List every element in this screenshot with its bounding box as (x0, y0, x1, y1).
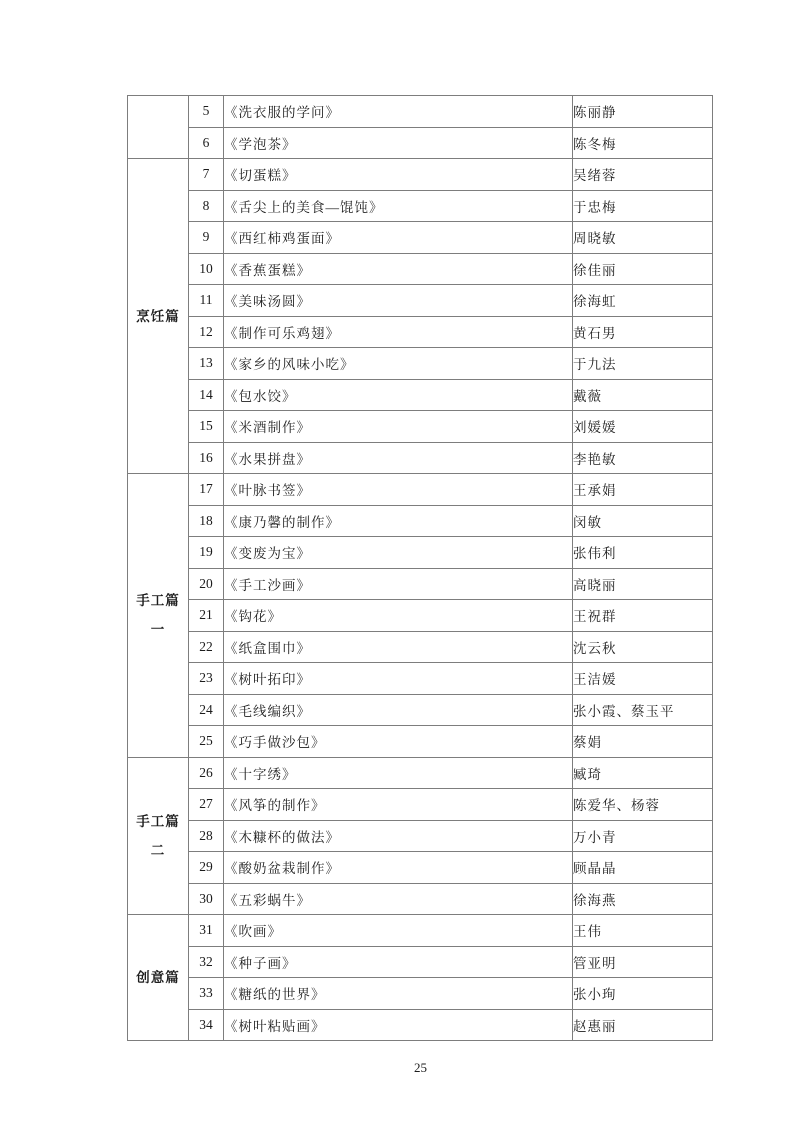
title-cell: 《水果拼盘》 (224, 442, 573, 474)
author-cell: 张小霞、蔡玉平 (573, 694, 713, 726)
table-row (128, 348, 713, 380)
row-number-cell: 25 (189, 726, 224, 758)
table-row (128, 852, 713, 884)
table-row (128, 474, 713, 506)
row-number-cell: 19 (189, 537, 224, 569)
row-number-cell: 21 (189, 600, 224, 632)
table-row (128, 442, 713, 474)
category-cell (128, 474, 189, 758)
row-number-cell: 20 (189, 568, 224, 600)
title-cell: 《变废为宝》 (224, 537, 573, 569)
table-row (128, 978, 713, 1010)
row-number-cell: 34 (189, 1009, 224, 1041)
author-cell: 王祝群 (573, 600, 713, 632)
row-number-cell: 15 (189, 411, 224, 443)
author-cell: 吴绪蓉 (573, 159, 713, 191)
title-cell: 《毛线编织》 (224, 694, 573, 726)
category-cell (128, 757, 189, 915)
author-cell: 管亚明 (573, 946, 713, 978)
category-label: 手工篇 (136, 813, 180, 829)
title-cell: 《切蛋糕》 (224, 159, 573, 191)
author-cell: 陈冬梅 (573, 127, 713, 159)
title-cell: 《钩花》 (224, 600, 573, 632)
row-number-cell: 31 (189, 915, 224, 947)
table-row (128, 222, 713, 254)
title-cell: 《树叶拓印》 (224, 663, 573, 695)
title-cell: 《风筝的制作》 (224, 789, 573, 821)
author-cell: 周晓敏 (573, 222, 713, 254)
table-row (128, 285, 713, 317)
row-number-cell: 7 (189, 159, 224, 191)
award-table (127, 95, 713, 1041)
title-cell: 《叶脉书签》 (224, 474, 573, 506)
title-cell: 《洗衣服的学问》 (224, 96, 573, 128)
table-row (128, 600, 713, 632)
table-row (128, 190, 713, 222)
title-cell: 《康乃馨的制作》 (224, 505, 573, 537)
category-cell (128, 96, 189, 159)
table-row (128, 568, 713, 600)
page-number: 25 (414, 1060, 427, 1075)
table-row (128, 883, 713, 915)
table-row (128, 505, 713, 537)
row-number-cell: 26 (189, 757, 224, 789)
table-row (128, 1009, 713, 1041)
row-number-cell: 30 (189, 883, 224, 915)
award-table-body (128, 96, 713, 1041)
author-cell: 徐海虹 (573, 285, 713, 317)
title-cell: 《酸奶盆栽制作》 (224, 852, 573, 884)
title-cell: 《五彩蜗牛》 (224, 883, 573, 915)
title-cell: 《纸盒围巾》 (224, 631, 573, 663)
row-number-cell: 18 (189, 505, 224, 537)
row-number-cell: 14 (189, 379, 224, 411)
category-label: 二 (150, 842, 166, 858)
row-number-cell: 23 (189, 663, 224, 695)
author-cell: 王洁媛 (573, 663, 713, 695)
title-cell: 《学泡茶》 (224, 127, 573, 159)
row-number-cell: 32 (189, 946, 224, 978)
author-cell: 高晓丽 (573, 568, 713, 600)
title-cell: 《树叶粘贴画》 (224, 1009, 573, 1041)
table-row (128, 726, 713, 758)
row-number-cell: 5 (189, 96, 224, 128)
title-cell: 《糖纸的世界》 (224, 978, 573, 1010)
author-cell: 李艳敏 (573, 442, 713, 474)
table-row (128, 663, 713, 695)
table-row (128, 379, 713, 411)
author-cell: 臧琦 (573, 757, 713, 789)
table-row (128, 411, 713, 443)
row-number-cell: 11 (189, 285, 224, 317)
author-cell: 张伟利 (573, 537, 713, 569)
author-cell: 蔡娟 (573, 726, 713, 758)
author-cell: 黄石男 (573, 316, 713, 348)
table-row (128, 537, 713, 569)
title-cell: 《吹画》 (224, 915, 573, 947)
category-cell (128, 159, 189, 474)
title-cell: 《包水饺》 (224, 379, 573, 411)
table-row (128, 820, 713, 852)
row-number-cell: 10 (189, 253, 224, 285)
row-number-cell: 16 (189, 442, 224, 474)
author-cell: 王承娟 (573, 474, 713, 506)
row-number-cell: 17 (189, 474, 224, 506)
table-row (128, 316, 713, 348)
author-cell: 于九法 (573, 348, 713, 380)
table-row (128, 946, 713, 978)
author-cell: 陈丽静 (573, 96, 713, 128)
author-cell: 闵敏 (573, 505, 713, 537)
category-label: 创意篇 (136, 970, 180, 985)
row-number-cell: 28 (189, 820, 224, 852)
table-row (128, 127, 713, 159)
author-cell: 赵惠丽 (573, 1009, 713, 1041)
row-number-cell: 9 (189, 222, 224, 254)
row-number-cell: 8 (189, 190, 224, 222)
author-cell: 万小青 (573, 820, 713, 852)
category-label: 一 (150, 622, 166, 638)
author-cell: 张小珣 (573, 978, 713, 1010)
author-cell: 陈爱华、杨蓉 (573, 789, 713, 821)
title-cell: 《美味汤圆》 (224, 285, 573, 317)
title-cell: 《十字绣》 (224, 757, 573, 789)
category-label: 手工篇 (136, 593, 180, 609)
author-cell: 于忠梅 (573, 190, 713, 222)
row-number-cell: 13 (189, 348, 224, 380)
table-row (128, 159, 713, 191)
author-cell: 王伟 (573, 915, 713, 947)
author-cell: 戴薇 (573, 379, 713, 411)
row-number-cell: 29 (189, 852, 224, 884)
title-cell: 《巧手做沙包》 (224, 726, 573, 758)
table-row (128, 789, 713, 821)
title-cell: 《木糠杯的做法》 (224, 820, 573, 852)
author-cell: 徐海燕 (573, 883, 713, 915)
row-number-cell: 6 (189, 127, 224, 159)
title-cell: 《米酒制作》 (224, 411, 573, 443)
row-number-cell: 22 (189, 631, 224, 663)
title-cell: 《制作可乐鸡翅》 (224, 316, 573, 348)
row-number-cell: 12 (189, 316, 224, 348)
row-number-cell: 33 (189, 978, 224, 1010)
title-cell: 《种子画》 (224, 946, 573, 978)
title-cell: 《香蕉蛋糕》 (224, 253, 573, 285)
category-label: 烹饪篇 (136, 308, 180, 324)
title-cell: 《舌尖上的美食—馄饨》 (224, 190, 573, 222)
author-cell: 顾晶晶 (573, 852, 713, 884)
table-row (128, 915, 713, 947)
author-cell: 刘媛媛 (573, 411, 713, 443)
title-cell: 《家乡的风味小吃》 (224, 348, 573, 380)
title-cell: 《西红柿鸡蛋面》 (224, 222, 573, 254)
category-cell (128, 915, 189, 1041)
table-row (128, 96, 713, 128)
title-cell: 《手工沙画》 (224, 568, 573, 600)
row-number-cell: 24 (189, 694, 224, 726)
author-cell: 沈云秋 (573, 631, 713, 663)
row-number-cell: 27 (189, 789, 224, 821)
table-row (128, 757, 713, 789)
table-row (128, 253, 713, 285)
table-row (128, 694, 713, 726)
table-row (128, 631, 713, 663)
author-cell: 徐佳丽 (573, 253, 713, 285)
